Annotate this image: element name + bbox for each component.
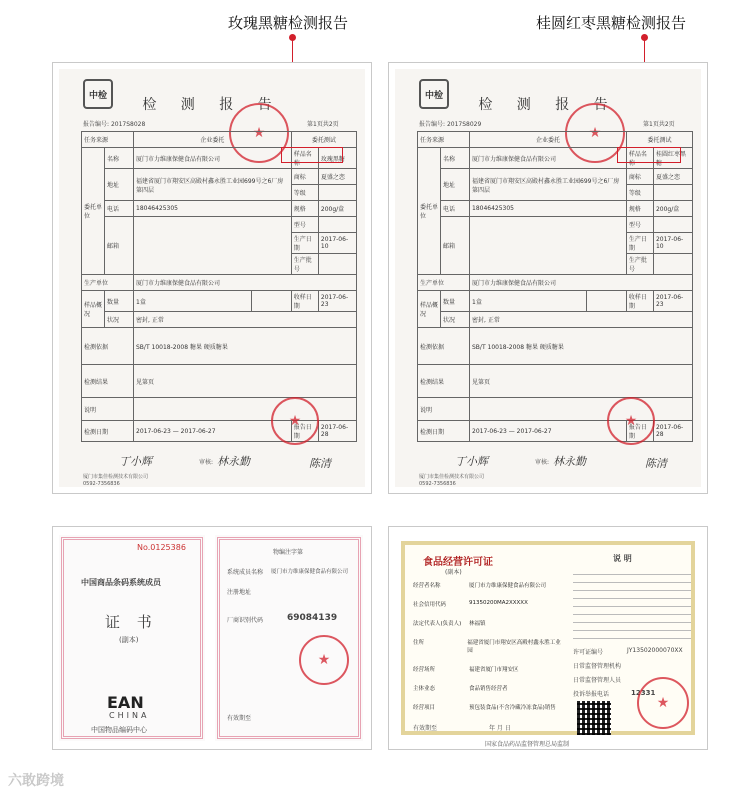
validity-label: 有效期至 bbox=[227, 715, 252, 722]
license-field: 主体业态 食品销售经营者 bbox=[413, 686, 508, 692]
supervision-staff-label: 日常监督管理人员 bbox=[573, 677, 622, 684]
coding-center-seal bbox=[299, 635, 349, 685]
member-name-label: 系统成员名称 bbox=[227, 569, 264, 576]
license-fields bbox=[413, 581, 563, 722]
certificate-serial: No.0125386 bbox=[137, 543, 186, 552]
report-title: 检 测 报 告 bbox=[478, 97, 618, 113]
license-title: 食品经营许可证 bbox=[423, 557, 493, 568]
report-footer-phone: 0592-7356836 bbox=[419, 481, 456, 487]
registration-header: 物编注字第 bbox=[273, 549, 304, 556]
license-field: 经营者名称 厦门市力维康保健食品有限公司 bbox=[413, 583, 547, 589]
complaint-hotline-label: 投诉举报电话 bbox=[573, 691, 610, 698]
rose-sugar-test-report bbox=[52, 62, 372, 494]
report-table: 任务来源 企业委托 委托测试 委托单位 名称 厦门市力维康保健食品有限公司 样品名称 玫瑰黑糖 地址 福建省厦门市翔安区高殿村鑫永胜工业园699号之6厂房第四层 商标 夏盛之恋 等级 电话 18046425305 规格 200g/盒 邮箱 型号 生产日期 2017-06-10 生产批号 生产单位 厦门市力维康保健食品有限公司 样品概况 数量 1盒 收样日期 2017-06-23 状况 密封, 正常 检测依据 SB/T 10018-2008 糖果 硬质糖果 检测结果 见第页 说明 检测日期 2017-06-23 — 2017-06-27 报告日期 2017-06-28 bbox=[81, 131, 357, 442]
supervision-office-label: 日常监督管理机构 bbox=[573, 663, 622, 670]
preparer-signature: 丁小辉 bbox=[455, 455, 488, 468]
permit-number-label: 许可证编号 bbox=[573, 649, 604, 656]
license-qr-code-icon bbox=[577, 701, 611, 735]
food-business-license bbox=[388, 526, 708, 750]
china-logo-text: CHINA bbox=[109, 711, 150, 720]
license-field: 社会信用代码 91350200MA2XXXXX bbox=[413, 600, 528, 608]
page-indicator: 第1页共2页 bbox=[643, 121, 675, 128]
longan-date-sugar-test-report bbox=[388, 62, 708, 494]
report-footer-phone: 0592-7356836 bbox=[83, 481, 120, 487]
license-validity-date: 年 月 日 bbox=[489, 725, 511, 732]
complaint-hotline: 12331 bbox=[631, 689, 656, 697]
authorizer-signature: 陈清 bbox=[309, 457, 331, 470]
certificate-org: 中国商品条码系统成员 bbox=[81, 578, 161, 587]
coding-center-name: 中国物品编码中心 bbox=[91, 726, 147, 734]
authority-seal bbox=[637, 677, 689, 729]
license-field: 经营场所 福建省厦门市翔安区 bbox=[413, 667, 519, 673]
license-field: 经营项目 预包装食品(不含冷藏冷冻食品)销售 bbox=[413, 705, 556, 711]
product-name-highlight bbox=[281, 147, 343, 163]
brand-watermark: 六敢跨境 bbox=[8, 773, 64, 789]
report-number-label: 报告编号: 2017S8028 bbox=[83, 121, 146, 128]
license-copy-label: (副本) bbox=[445, 569, 462, 576]
report-number-label: 报告编号: 2017S8029 bbox=[419, 121, 482, 128]
authorizer-signature: 陈清 bbox=[645, 457, 667, 470]
left-report-label: 玫瑰黑糖检测报告 bbox=[228, 14, 349, 32]
report-footer: 厦门市集佳检测技术有限公司 bbox=[83, 474, 149, 480]
report-footer: 厦门市集佳检测技术有限公司 bbox=[419, 474, 485, 480]
license-issuer-footer: 国家食品药品监督管理总局监制 bbox=[485, 741, 570, 748]
preparer-signature: 丁小辉 bbox=[119, 455, 152, 468]
registered-address-label: 注册地址 bbox=[227, 589, 252, 596]
approver-signature: 林永勤 bbox=[553, 455, 586, 468]
approver-signature: 林永勤 bbox=[217, 455, 250, 468]
manufacturer-code-label: 厂商识别代码 bbox=[227, 617, 264, 624]
barcode-member-certificate bbox=[52, 526, 372, 750]
page-indicator: 第1页共2页 bbox=[307, 121, 339, 128]
certificate-subtitle: (副本) bbox=[119, 636, 139, 644]
license-field: 法定代表人(负责人) 林福镇 bbox=[413, 621, 486, 627]
report-title: 检 测 报 告 bbox=[142, 97, 282, 113]
license-validity-label: 有效期至 bbox=[413, 725, 438, 732]
license-notes-text bbox=[573, 569, 691, 639]
cti-logo-icon: 中检 bbox=[419, 79, 449, 109]
license-field: 住所 福建省厦门市翔安区高殿村鑫永胜工业园 bbox=[413, 640, 561, 654]
inspection-seal-stamp bbox=[271, 397, 319, 445]
manufacturer-code: 69084139 bbox=[287, 613, 338, 623]
approver-label: 审核: bbox=[535, 459, 550, 466]
permit-number: JY13502000070XX bbox=[627, 647, 683, 654]
member-name: 厦门市力维康保健食品有限公司 bbox=[271, 569, 349, 575]
license-notes-title: 说 明 bbox=[613, 554, 632, 563]
ean-logo-text: EAN bbox=[107, 693, 144, 712]
approver-label: 审核: bbox=[199, 459, 214, 466]
right-report-label: 桂圆红枣黑糖检测报告 bbox=[536, 14, 687, 32]
product-name-highlight bbox=[617, 147, 681, 163]
cti-logo-icon: 中检 bbox=[83, 79, 113, 109]
certificate-title: 证 书 bbox=[105, 613, 158, 631]
report-table: 任务来源 企业委托 委托测试 委托单位 名称 厦门市力维康保健食品有限公司 样品名称 桂圆红枣黑糖 地址 福建省厦门市翔安区高殿村鑫永胜工业园699号之6厂房第四层 商标 夏盛之恋 等级 电话 18046425305 规格 200g/盒 邮箱 型号 生产日期 2017-06-10 生产批号 生产单位 厦门市力维康保健食品有限公司 样品概况 数量 1盒 收样日期 2017-06-23 状况 密封, 正常 检测依据 SB/T 10018-2008 糖果 硬质糖果 检测结果 见第页 说明 检测日期 2017-06-23 — 2017-06-27 报告日期 2017-06-28 bbox=[417, 131, 693, 442]
inspection-seal-stamp bbox=[607, 397, 655, 445]
